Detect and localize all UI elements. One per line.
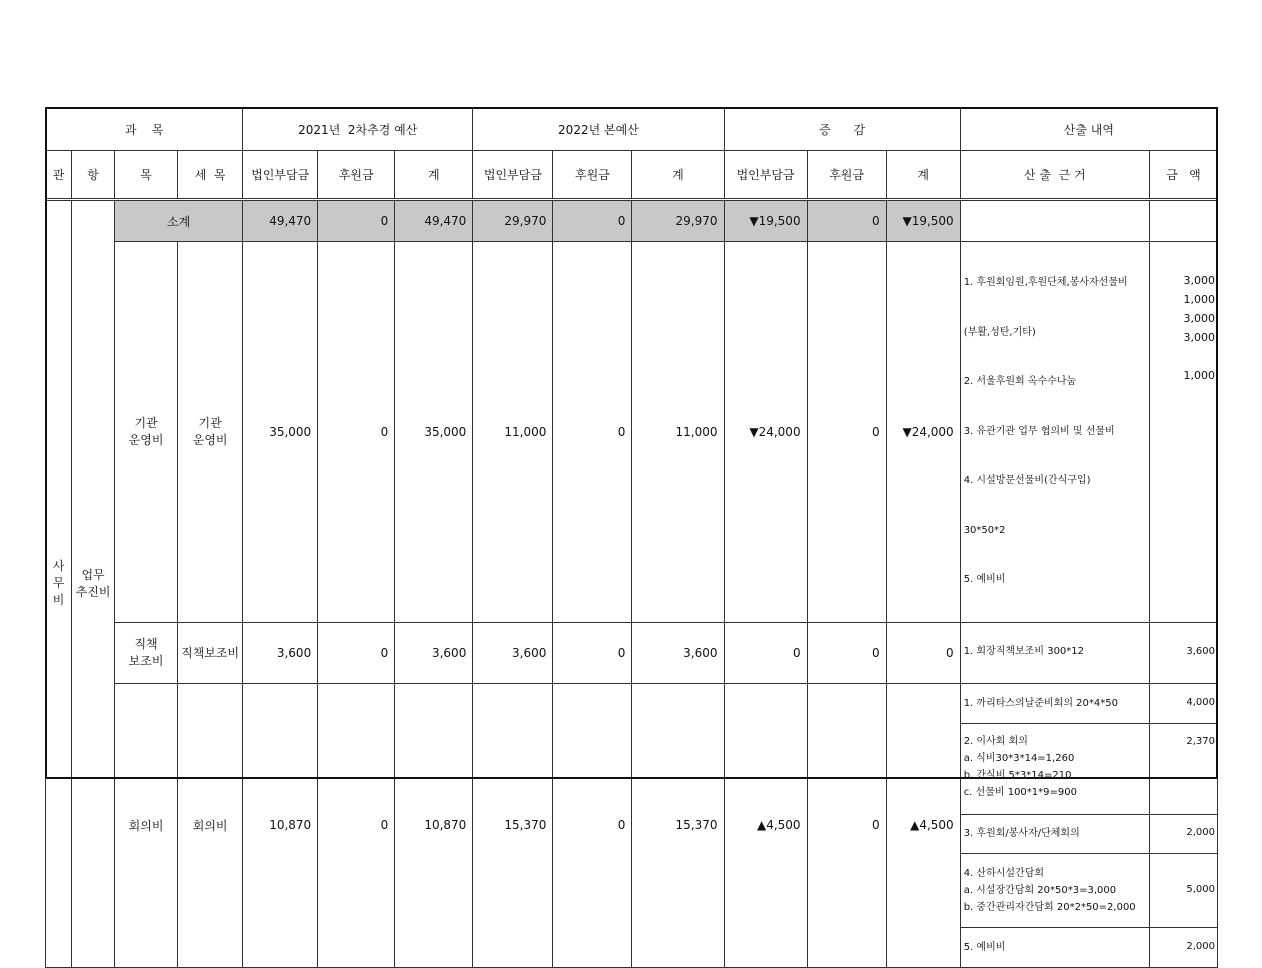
- cell-2021-corp: 10,870: [243, 683, 318, 967]
- header-change-sponsor: 후원금: [807, 151, 886, 200]
- cell-2021-total: 3,600: [395, 622, 473, 683]
- basis-cell: [960, 927, 1149, 967]
- basis-line: 2. 서울후원회 옥수수나눔: [963, 376, 1077, 387]
- subtotal-2021-corp: 49,470: [243, 200, 318, 242]
- header-budget-2022: 2022년 본예산: [473, 108, 724, 151]
- basis-line: b. 간식비 5*3*14=210: [963, 769, 1072, 781]
- mok-line: 보조비: [128, 653, 164, 668]
- header-2021-sponsor: 후원금: [318, 151, 395, 200]
- cell-2021-sponsor: 0: [318, 683, 395, 967]
- header-row-1: [46, 108, 1218, 151]
- subtotal-change-total: ▼19,500: [886, 200, 960, 242]
- amount-line: 3,000: [1183, 274, 1215, 287]
- basis-line: 1. 후원회임원,후원단체,봉사자선물비: [963, 277, 1128, 288]
- hang-line: 업무: [81, 567, 105, 582]
- cell-change-sponsor: 0: [807, 683, 886, 967]
- basis-cell: 1. 회장직책보조비 300*12: [960, 622, 1149, 683]
- basis-line: 2. 이사회 회의: [963, 735, 1028, 747]
- gwan-line: 무: [52, 576, 65, 591]
- basis-line: b. 중간관리자간담회 20*2*50=2,000: [963, 901, 1136, 913]
- subtotal-change-corp: ▼19,500: [724, 200, 807, 242]
- subtotal-2022-corp: 29,970: [473, 200, 553, 242]
- header-amount: 금 액: [1149, 151, 1217, 200]
- header-semok: 세 목: [178, 151, 243, 200]
- subtotal-row: [46, 200, 1218, 242]
- header-change: 증 감: [724, 108, 960, 151]
- cell-2022-corp: 3,600: [473, 622, 553, 683]
- subtotal-amount-empty: [1149, 200, 1217, 242]
- mok-line: 운영비: [128, 432, 164, 447]
- cell-change-sponsor: 0: [807, 242, 886, 623]
- cell-change-total: ▲4,500: [886, 683, 960, 967]
- cell-2021-total: 10,870: [395, 683, 473, 967]
- header-2022-corp: 법인부담금: [473, 151, 553, 200]
- cell-change-total: ▼24,000: [886, 242, 960, 623]
- semok-cell: [178, 242, 243, 623]
- basis-line: 1. 까리타스의날준비회의 20*4*50: [963, 697, 1118, 709]
- header-change-total: 계: [886, 151, 960, 200]
- gwan-line: 사: [52, 559, 65, 574]
- header-budget-2021: 2021년 2차추경 예산: [243, 108, 473, 151]
- cell-2022-total: 11,000: [632, 242, 724, 623]
- subtotal-2022-total: 29,970: [632, 200, 724, 242]
- cell-2021-corp: 35,000: [243, 242, 318, 623]
- cell-change-corp: ▲4,500: [724, 683, 807, 967]
- header-2022-total: 계: [632, 151, 724, 200]
- hang-line: 추진비: [75, 584, 111, 599]
- table-row: [46, 242, 1218, 623]
- cell-2021-sponsor: 0: [318, 622, 395, 683]
- amount-line: 3,000: [1183, 331, 1215, 344]
- header-gwan: 관: [46, 151, 72, 200]
- basis-line: 4. 산하시설간담회: [963, 867, 1045, 879]
- semok-cell: 회의비: [178, 683, 243, 967]
- cell-2022-sponsor: 0: [553, 683, 632, 967]
- header-mok: 목: [115, 151, 178, 200]
- amount-line: 1,000: [1183, 369, 1215, 382]
- header-basis: 산 출 근 거: [960, 151, 1149, 200]
- subtotal-label: 소계: [115, 200, 243, 242]
- amount-line: [1150, 347, 1215, 366]
- basis-line: a. 시설장간담회 20*50*3=3,000: [963, 884, 1117, 896]
- header-calculation: 산출 내역: [960, 108, 1217, 151]
- cell-2021-corp: 3,600: [243, 622, 318, 683]
- gwan-line: 비: [52, 593, 65, 608]
- basis-cell: [960, 683, 1149, 723]
- header-2021-corp: 법인부담금: [243, 151, 318, 200]
- mok-cell: [115, 622, 178, 683]
- amount-line: 3,000: [1183, 312, 1215, 325]
- basis-line: 5. 예비비: [963, 574, 1006, 585]
- amount-cell: [1149, 242, 1217, 623]
- header-2021-total: 계: [395, 151, 473, 200]
- cell-change-sponsor: 0: [807, 622, 886, 683]
- basis-line: 3. 유관기관 업무 협의비 및 선물비: [963, 425, 1115, 437]
- basis-cell: [960, 853, 1149, 927]
- table-row: [46, 683, 1218, 723]
- subtotal-2021-total: 49,470: [395, 200, 473, 242]
- cell-change-corp: ▼24,000: [724, 242, 807, 623]
- subtotal-basis-empty: [960, 200, 1149, 242]
- mok-cell: [115, 242, 178, 623]
- header-row-2: [46, 151, 1218, 200]
- amount-cell: 3,600: [1149, 622, 1217, 683]
- subtotal-2022-sponsor: 0: [553, 200, 632, 242]
- amount-list: [1150, 242, 1215, 385]
- mok-line: 기관: [134, 415, 158, 430]
- basis-line: a. 식비30*3*14=1,260: [963, 752, 1075, 764]
- cell-2022-corp: 15,370: [473, 683, 553, 967]
- subtotal-2021-sponsor: 0: [318, 200, 395, 242]
- cell-2022-sponsor: 0: [553, 622, 632, 683]
- basis-line: (부활,성탄,기타): [963, 326, 1036, 338]
- cell-2021-sponsor: 0: [318, 242, 395, 623]
- basis-line: c. 선물비 100*1*9=900: [963, 786, 1077, 798]
- subtotal-change-sponsor: 0: [807, 200, 886, 242]
- semok-line: 운영비: [192, 432, 228, 447]
- amount-cell: 4,000: [1149, 683, 1217, 723]
- basis-line: 3. 후원회/봉사자/단체회의: [963, 828, 1080, 839]
- cell-2022-total: 15,370: [632, 683, 724, 967]
- cell-2022-total: 3,600: [632, 622, 724, 683]
- basis-line: 4. 시설방문선물비(간식구입): [963, 475, 1091, 486]
- amount-cell: 2,370: [1149, 723, 1217, 814]
- hang-cell: [72, 200, 115, 968]
- cell-change-total: 0: [886, 622, 960, 683]
- header-change-corp: 법인부담금: [724, 151, 807, 200]
- amount-cell: 5,000: [1149, 853, 1217, 927]
- mok-line: 직책: [134, 636, 158, 651]
- table-row: [46, 622, 1218, 683]
- amount-cell: 2,000: [1149, 927, 1217, 967]
- mok-cell: 회의비: [115, 683, 178, 967]
- cell-change-corp: 0: [724, 622, 807, 683]
- cell-2022-sponsor: 0: [553, 242, 632, 623]
- basis-cell: [960, 242, 1149, 623]
- basis-cell: [960, 723, 1149, 814]
- amount-cell: 2,000: [1149, 814, 1217, 853]
- basis-cell: [960, 814, 1149, 853]
- header-subject: 과 목: [46, 108, 243, 151]
- budget-table: [45, 107, 1218, 968]
- semok-cell: 직책보조비: [178, 622, 243, 683]
- semok-line: 기관: [198, 415, 222, 430]
- header-2022-sponsor: 후원금: [553, 151, 632, 200]
- cell-2022-corp: 11,000: [473, 242, 553, 623]
- basis-line: 30*50*2: [963, 524, 1006, 536]
- basis-line: 5. 예비비: [963, 941, 1006, 953]
- amount-line: 1,000: [1183, 293, 1215, 306]
- gwan-cell: [46, 200, 72, 968]
- cell-2021-total: 35,000: [395, 242, 473, 623]
- header-hang: 항: [72, 151, 115, 200]
